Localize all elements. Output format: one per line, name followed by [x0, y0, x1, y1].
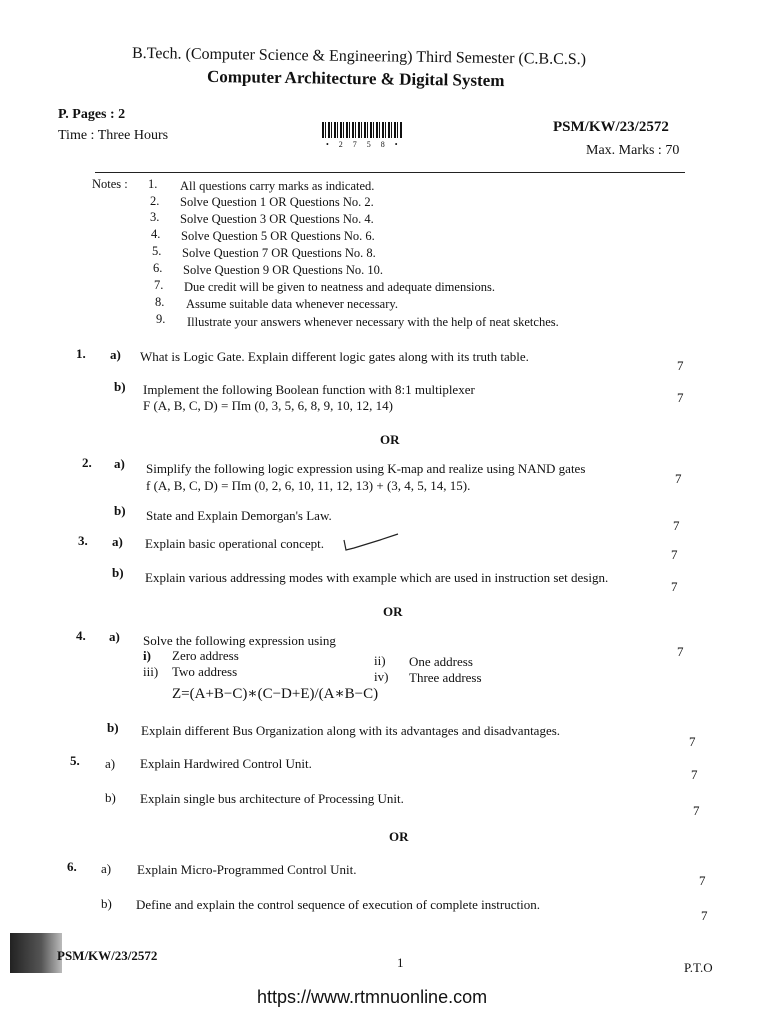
question-number: 5. — [70, 753, 80, 768]
note-number: 9. — [156, 312, 166, 326]
note-text: Illustrate your answers whenever necessary with the help of neat sketches. — [187, 315, 559, 329]
subpart-text: Zero address — [172, 648, 239, 663]
part-label: b) — [114, 503, 126, 518]
note-text: Solve Question 7 OR Questions No. 8. — [182, 246, 376, 260]
barcode-image — [322, 122, 402, 138]
question-number: 4. — [76, 628, 86, 643]
question-number: 3. — [78, 533, 88, 548]
or-separator: OR — [380, 432, 400, 447]
marks: 7 — [689, 734, 696, 749]
question-text: Explain single bus architecture of Processing Unit. — [140, 791, 404, 806]
marks: 7 — [677, 644, 684, 659]
note-number: 1. — [148, 177, 158, 191]
max-marks: Max. Marks : 70 — [586, 143, 680, 158]
part-label: a) — [109, 629, 120, 644]
page-number: 1 — [397, 955, 404, 970]
question-text: Explain Hardwired Control Unit. — [140, 756, 312, 771]
marks: 7 — [699, 873, 706, 888]
marks: 7 — [701, 908, 708, 923]
question-text: Solve the following expression using — [143, 633, 336, 648]
note-number: 5. — [152, 244, 162, 258]
notes-label: Notes : — [92, 177, 128, 191]
paper-code: PSM/KW/23/2572 — [553, 119, 669, 135]
logic-expression: f (A, B, C, D) = Πm (0, 2, 6, 10, 11, 12, 13) + (3, 4, 5, 14, 15). — [146, 478, 471, 493]
question-number: 2. — [82, 455, 92, 470]
question-number: 6. — [67, 859, 77, 874]
subpart-label: ii) — [374, 653, 386, 668]
expression: Z=(A+B−C)∗(C−D+E)/(A∗B−C) — [172, 686, 379, 702]
note-text: All questions carry marks as indicated. — [180, 179, 375, 193]
note-number: 3. — [150, 210, 160, 224]
marks: 7 — [673, 518, 680, 533]
question-text: State and Explain Demorgan's Law. — [146, 508, 332, 523]
marks: 7 — [677, 358, 684, 373]
subpart-label: iii) — [143, 664, 159, 679]
subpart-label: iv) — [374, 669, 389, 684]
note-text: Solve Question 3 OR Questions No. 4. — [180, 212, 374, 226]
marks: 7 — [675, 471, 682, 486]
note-number: 6. — [153, 261, 163, 275]
marks: 7 — [671, 579, 678, 594]
pages-count: P. Pages : 2 — [58, 107, 126, 122]
marks: 7 — [693, 803, 700, 818]
boolean-function: F (A, B, C, D) = Πm (0, 3, 5, 6, 8, 9, 10, 12, 14) — [143, 398, 393, 413]
time-duration: Time : Three Hours — [58, 128, 169, 143]
marks: 7 — [671, 547, 678, 562]
part-label: a) — [110, 347, 121, 362]
marks: 7 — [677, 390, 684, 405]
pto-label: P.T.O — [684, 960, 713, 975]
part-label: b) — [105, 790, 116, 805]
part-label: b) — [114, 379, 126, 394]
note-text: Solve Question 5 OR Questions No. 6. — [181, 229, 375, 243]
or-separator: OR — [389, 829, 409, 844]
note-number: 7. — [154, 278, 164, 292]
note-number: 4. — [151, 227, 161, 241]
part-label: b) — [112, 565, 124, 580]
barcode-number: • 2 7 5 8 • — [326, 140, 402, 149]
course-title: B.Tech. (Computer Science & Engineering) Third Semester (C.B.C.S.) — [131, 44, 587, 69]
question-text: Define and explain the control sequence of execution of complete instruction. — [136, 897, 540, 912]
question-text: Explain different Bus Organization along with its advantages and disadvantages. — [141, 723, 561, 738]
question-text: What is Logic Gate. Explain different logic gates along with its truth table. — [140, 349, 529, 364]
tick-mark — [340, 532, 404, 554]
question-text: Explain various addressing modes with example which are used in instruction set design. — [145, 570, 609, 585]
header-divider — [95, 172, 685, 173]
question-text: Simplify the following logic expression using K-map and realize using NAND gates — [146, 461, 586, 476]
note-text: Assume suitable data whenever necessary. — [186, 297, 398, 311]
note-text: Solve Question 1 OR Questions No. 2. — [180, 195, 374, 209]
note-text: Due credit will be given to neatness and adequate dimensions. — [184, 280, 496, 294]
note-number: 8. — [155, 295, 165, 309]
part-label: a) — [112, 534, 123, 549]
subpart-label: i) — [143, 648, 151, 663]
subject-title: Computer Architecture & Digital System — [206, 66, 505, 91]
part-label: a) — [105, 756, 116, 771]
question-text: Explain Micro-Programmed Control Unit. — [137, 862, 357, 877]
part-label: a) — [114, 456, 125, 471]
or-separator: OR — [383, 604, 403, 619]
subpart-text: Three address — [409, 670, 482, 685]
scan-smudge — [10, 933, 62, 973]
part-label: a) — [101, 861, 112, 876]
marks: 7 — [691, 767, 698, 782]
note-text: Solve Question 9 OR Questions No. 10. — [183, 263, 383, 277]
subpart-text: One address — [409, 654, 473, 669]
question-text: Implement the following Boolean function with 8:1 multiplexer — [143, 382, 475, 397]
source-url[interactable]: https://www.rtmnuonline.com — [257, 987, 488, 1007]
part-label: b) — [101, 896, 112, 911]
part-label: b) — [107, 720, 119, 735]
question-text: Explain basic operational concept. — [145, 536, 325, 551]
subpart-text: Two address — [172, 664, 238, 679]
footer-code: PSM/KW/23/2572 — [57, 948, 158, 963]
question-number: 1. — [76, 346, 86, 361]
note-number: 2. — [150, 194, 160, 208]
